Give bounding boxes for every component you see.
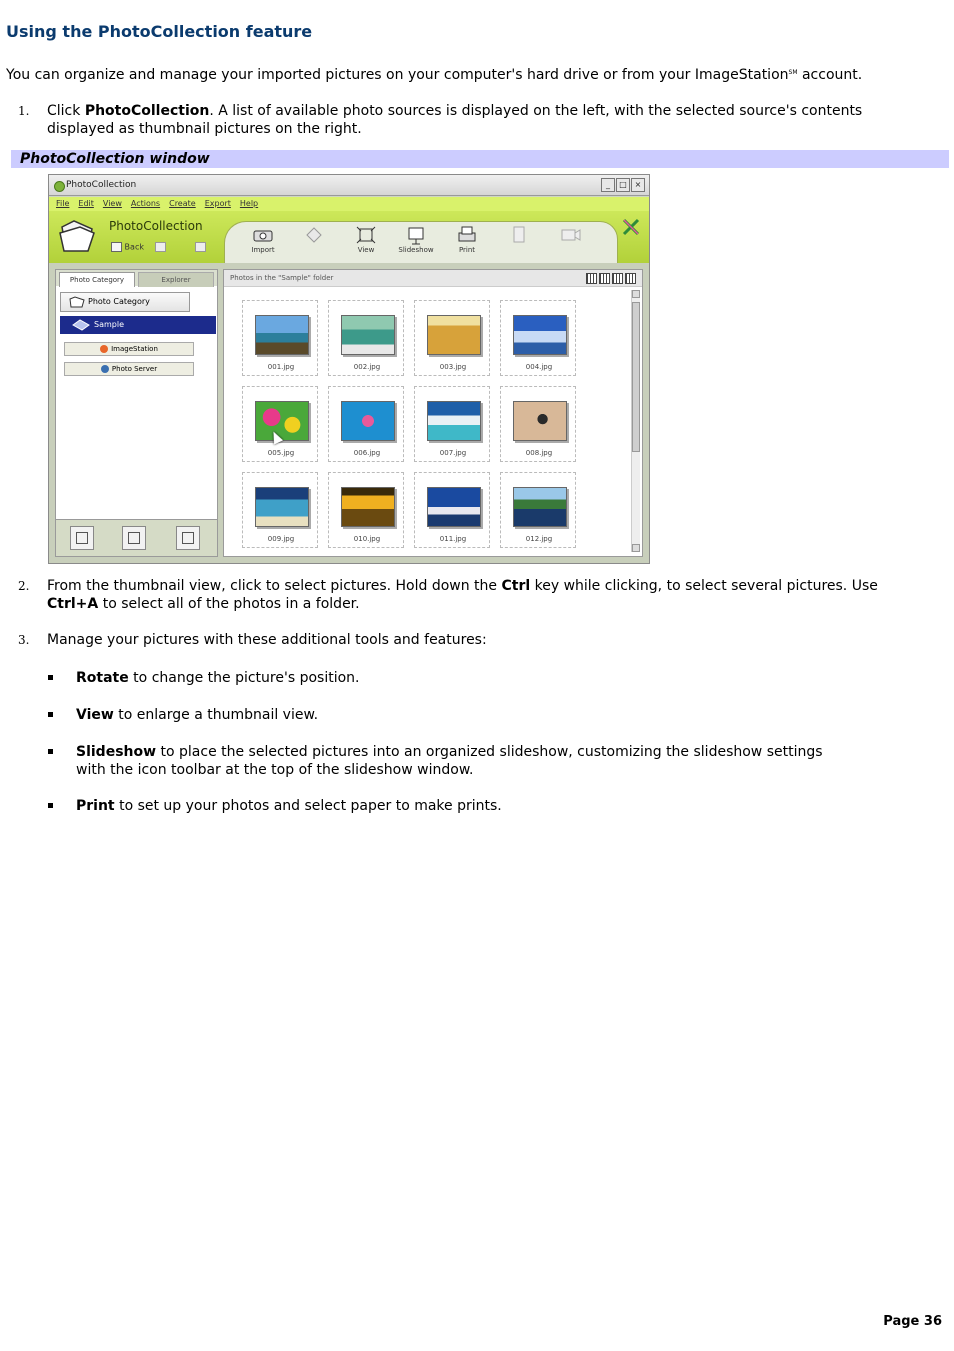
left-pane-buttons [56,519,217,556]
menu-export[interactable]: Export [204,199,231,208]
view-icon [355,225,377,245]
forward-button[interactable] [155,242,166,252]
window-controls [601,178,645,192]
thumbnail-cell[interactable] [414,472,490,548]
bullet-bold: View [76,707,114,723]
new-category-button[interactable] [70,526,94,550]
edit-folder-icon [128,532,140,544]
delete-category-button[interactable] [176,526,200,550]
thumbnail-filename: 003.jpg [439,363,467,371]
view-list-icon[interactable] [625,273,636,284]
rotate-button[interactable] [294,225,334,246]
imagestation-icon [100,345,108,353]
thumbnail-filename: 008.jpg [525,449,553,457]
toolbar-button-6[interactable] [499,225,539,246]
step-text: . A list of available photo sources is displayed on the left, with the selected source's contents displayed as thumbnail pictures on the right. [47,103,863,137]
photo-thumbnail [427,315,481,355]
step-2 [0,577,920,613]
tab-explorer[interactable]: Explorer [138,272,214,287]
sub-item-label: ImageStation [111,345,158,353]
menu-help[interactable]: Help [239,199,259,208]
rotate-icon [303,225,325,245]
bullet-bold: Slideshow [76,744,157,760]
photo-thumbnail [513,315,567,355]
thumbnail-cell[interactable] [328,472,404,548]
bullet-text: to change the picture's position. [128,670,360,686]
scroll-down-arrow-icon[interactable] [632,544,640,552]
thumbnail-cell[interactable] [500,300,576,376]
sub-item-label: Photo Server [111,365,158,373]
sub-item-imagestation[interactable] [64,342,194,356]
thumbnail-cell[interactable] [414,386,490,462]
edit-category-button[interactable] [122,526,146,550]
menu-actions[interactable]: Actions [130,199,161,208]
slideshow-button[interactable] [396,225,436,254]
tab-photo-category[interactable]: Photo Category [59,272,135,287]
step-text: to select all of the photos in a folder. [98,596,360,612]
category-sample-label: Sample [94,320,124,329]
view-mode-buttons [586,273,636,284]
bullet-print [0,797,900,815]
view-small-icon[interactable] [612,273,623,284]
bullet-text: to place the selected pictures into an organized slideshow, customizing the slideshow settings with the icon toolbar at the top of the slideshow window. [76,744,823,778]
photo-thumbnail [513,401,567,441]
photocollection-screenshot [48,174,650,564]
scroll-thumb[interactable] [632,302,640,452]
app-name: PhotoCollection [109,219,203,233]
right-pane [223,269,643,557]
menu-view[interactable]: View [102,199,122,208]
step-number: 3. [18,633,30,647]
thumbnail-cell[interactable] [328,386,404,462]
sub-item-photo-server[interactable] [64,362,194,376]
bullet-text: to set up your photos and select paper to make prints. [114,798,502,814]
import-button[interactable] [243,225,283,254]
thumbnail-cell[interactable] [500,472,576,548]
toolbar [49,211,649,263]
thumbnail-filename: 012.jpg [525,535,553,543]
step-bold: PhotoCollection [84,103,210,119]
intro-paragraph [6,64,946,84]
thumbnail-cell[interactable] [242,386,318,462]
menu-create[interactable]: Create [169,199,196,208]
scroll-up-arrow-icon[interactable] [632,290,640,298]
photo-thumbnail [427,401,481,441]
page-number: Page 36 [883,1314,942,1329]
photo-thumbnail [255,401,309,441]
left-pane [55,269,218,557]
import-label: Import [251,246,275,254]
bullet-square-icon [48,749,53,754]
maximize-button[interactable]: □ [616,178,630,192]
slideshow-label: Slideshow [398,246,434,254]
document-icon [508,225,530,245]
caption-bar [11,150,949,168]
new-folder-icon [76,532,88,544]
thumbnail-filename: 002.jpg [353,363,381,371]
menu-file[interactable]: File [56,199,70,208]
import-icon [252,225,274,245]
step-number: 1. [18,104,30,118]
left-tabs [56,270,217,286]
thumbnail-filename: 005.jpg [267,449,295,457]
folder-icon [58,217,98,253]
delete-folder-icon [182,532,194,544]
view-large-icon[interactable] [586,273,597,284]
bullet-square-icon [48,712,53,717]
photo-thumbnail [341,401,395,441]
intro-text: You can organize and manage your imported pictures on your computer's hard drive or from your ImageStation [6,67,789,83]
step-number: 2. [18,579,30,593]
photo-server-icon [101,365,109,373]
folder-icon [69,296,85,308]
close-button[interactable]: × [631,178,645,192]
video-icon [560,225,582,245]
toolbar-button-7[interactable] [551,225,591,246]
bullet-square-icon [48,803,53,808]
step-text: key while clicking, to select several pictures. Use [530,578,878,594]
thumbnail-cell[interactable] [242,300,318,376]
minimize-button[interactable]: _ [601,178,615,192]
step-bold: Ctrl+A [47,596,99,612]
step-text: From the thumbnail view, click to select pictures. Hold down the [47,578,502,594]
back-button[interactable] [111,242,144,252]
bullet-text: to enlarge a thumbnail view. [113,707,319,723]
photo-thumbnail [427,487,481,527]
step-text: Click [47,103,85,119]
bullet-bold: Rotate [76,670,129,686]
folder-caption: Photos in the "Sample" folder [230,274,334,282]
caption-text: PhotoCollection window [20,151,210,167]
thumbnail-cell[interactable] [328,300,404,376]
window-titlebar [49,175,649,196]
folder-icon [72,319,90,331]
view-button[interactable] [346,225,386,254]
intro-text-end: account. [797,67,863,83]
step-3 [0,631,920,649]
step-1 [0,102,920,138]
thumbnail-cell[interactable] [242,472,318,548]
bullet-square-icon [48,675,53,680]
bullet-view [0,706,900,724]
bullet-bold: Print [76,798,115,814]
view-medium-icon[interactable] [599,273,610,284]
view-label: View [357,246,375,254]
photo-thumbnail [341,487,395,527]
thumbnail-cell[interactable] [414,300,490,376]
photo-thumbnail [341,315,395,355]
category-header-label: Photo Category [88,297,150,306]
category-header[interactable] [60,292,190,312]
photo-thumbnail [255,487,309,527]
thumbnail-filename: 004.jpg [525,363,553,371]
content-area [49,263,649,563]
app-logo-icon [54,181,65,192]
menubar [49,197,649,211]
slideshow-icon [405,225,427,245]
photo-thumbnail [513,487,567,527]
thumbnail-filename: 007.jpg [439,449,467,457]
thumbnail-filename: 001.jpg [267,363,295,371]
back-arrow-icon [111,242,122,252]
photo-thumbnail [255,315,309,355]
step-bold: Ctrl [501,578,531,594]
vertical-scrollbar[interactable] [631,290,640,552]
tools-icon [621,217,641,237]
page-title: Using the PhotoCollection feature [6,22,313,41]
thumbnail-header [224,270,642,287]
step-text: Manage your pictures with these additional tools and features: [47,632,487,648]
up-button[interactable] [195,242,206,252]
category-sample[interactable] [60,316,216,334]
bullet-rotate [0,669,900,687]
bullet-slideshow [0,743,900,779]
back-label: Back [124,242,144,252]
thumbnail-filename: 010.jpg [353,535,381,543]
thumbnail-filename: 011.jpg [439,535,467,543]
window-title: PhotoCollection [66,180,137,190]
print-button[interactable] [447,225,487,254]
print-icon [456,225,478,245]
menu-edit[interactable]: Edit [78,199,94,208]
service-mark: SM [788,69,798,76]
print-label: Print [458,246,476,254]
thumbnail-filename: 006.jpg [353,449,381,457]
thumbnail-cell[interactable] [500,386,576,462]
thumbnail-filename: 009.jpg [267,535,295,543]
